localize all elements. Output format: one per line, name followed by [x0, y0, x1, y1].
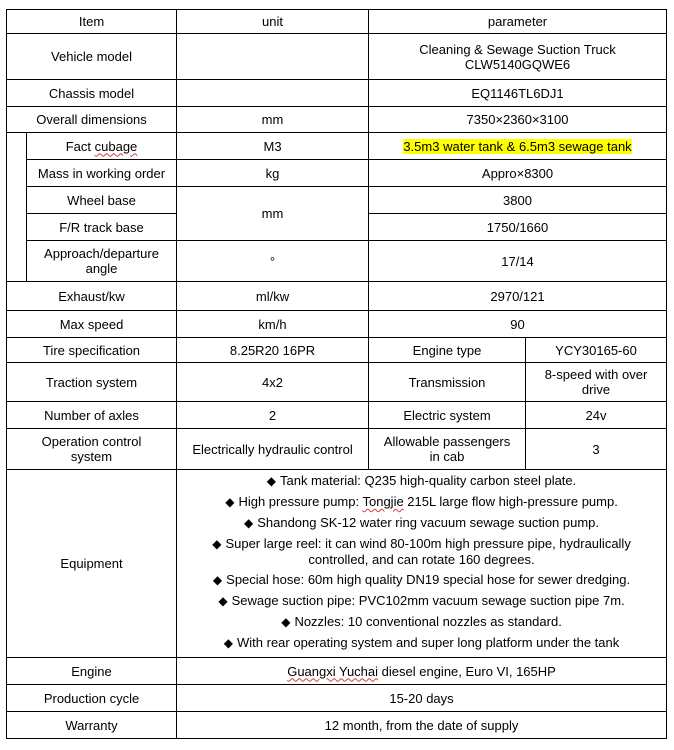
vehicle-model-value: [369, 34, 667, 80]
table-row: [7, 658, 667, 685]
table-row: [7, 80, 667, 107]
transmission-value: [526, 363, 667, 402]
engine-label: Engine: [7, 658, 177, 685]
diamond-bullet-icon: ◆: [281, 615, 291, 629]
table-row: [7, 133, 667, 160]
passengers-label: [369, 429, 526, 470]
table-row: [7, 470, 667, 658]
list-item: [181, 572, 662, 588]
production-cycle-value: 15-20 days: [177, 685, 667, 712]
equipment-reel-text: Super large reel: it can wind 80-100m high pressure pipe, hydraulically: [225, 536, 631, 551]
traction-label: Traction system: [7, 363, 177, 402]
axles-label: Number of axles: [7, 402, 177, 429]
diamond-bullet-icon: ◆: [212, 537, 222, 551]
equipment-pump-text: High pressure pump:: [238, 494, 363, 509]
table-row: [7, 282, 667, 311]
fact-cubage-label: [27, 133, 177, 160]
equipment-suction-pipe-text: Sewage suction pipe: PVC102mm vacuum sewage suction pipe 7m.: [231, 593, 625, 608]
exhaust-unit: ml/kw: [177, 282, 369, 311]
passengers-value: 3: [526, 429, 667, 470]
list-item: [181, 614, 662, 630]
track-base-label: F/R track base: [27, 214, 177, 241]
list-item: [181, 515, 662, 531]
table-row: [7, 429, 667, 470]
electric-system-value: 24v: [526, 402, 667, 429]
list-item: [181, 593, 662, 609]
mass-label: Mass in working order: [27, 160, 177, 187]
vehicle-model-value-line1: Cleaning & Sewage Suction Truck: [419, 41, 616, 57]
fact-cubage-unit: M3: [177, 133, 369, 160]
header-unit: unit: [177, 10, 369, 34]
operation-label-line2: system: [70, 449, 113, 464]
fact-cubage-label-underlined: cubage: [94, 138, 138, 154]
list-item: [181, 494, 662, 510]
table-row: [7, 363, 667, 402]
table-row: [7, 311, 667, 338]
table-row: [7, 187, 667, 214]
overall-dimensions-label: Overall dimensions: [7, 107, 177, 133]
operation-value: Electrically hydraulic control: [177, 429, 369, 470]
chassis-model-value: EQ1146TL6DJ1: [369, 80, 667, 107]
diamond-bullet-icon: ◆: [225, 495, 235, 509]
fact-cubage-value: [369, 133, 667, 160]
approach-label: [27, 241, 177, 282]
warranty-value: 12 month, from the date of supply: [177, 712, 667, 739]
equipment-tank-text: Tank material: Q235 high-quality carbon steel plate.: [279, 473, 577, 488]
table-row: [7, 107, 667, 133]
diamond-bullet-icon: ◆: [218, 594, 228, 608]
table-row: [7, 712, 667, 739]
engine-value-text: diesel engine, Euro VI, 165HP: [378, 663, 556, 679]
vehicle-model-unit: [177, 34, 369, 80]
wheel-base-label: Wheel base: [27, 187, 177, 214]
table-row: [7, 338, 667, 363]
equipment-hose-text: Special hose: 60m high quality DN19 special hose for sewer dredging.: [226, 572, 631, 587]
table-row: [7, 241, 667, 282]
header-item: Item: [7, 10, 177, 34]
engine-type-value: YCY30165-60: [526, 338, 667, 363]
overall-dimensions-value: 7350×2360×3100: [369, 107, 667, 133]
production-cycle-label: Production cycle: [7, 685, 177, 712]
equipment-list: [181, 473, 662, 651]
list-item: [181, 473, 662, 489]
wheel-base-value: 3800: [369, 187, 667, 214]
vehicle-model-value-line2: CLW5140GQWE6: [464, 56, 571, 72]
transmission-value-line2: drive: [581, 382, 611, 397]
exhaust-label: Exhaust/kw: [7, 282, 177, 311]
engine-value: [177, 658, 667, 685]
exhaust-value: 2970/121: [369, 282, 667, 311]
tire-value: 8.25R20 16PR: [177, 338, 369, 363]
passengers-label-line2: in cab: [429, 449, 465, 464]
table-row: [7, 685, 667, 712]
equipment-nozzles-text: Nozzles: 10 conventional nozzles as standard.: [294, 614, 562, 629]
equipment-reel-text-line2: controlled, and can rotate 160 degrees.: [308, 552, 535, 567]
equipment-pump-brand: Tongjie: [362, 494, 404, 509]
equipment-label: Equipment: [7, 470, 177, 658]
diamond-bullet-icon: ◆: [243, 516, 254, 530]
approach-label-line2: angle: [85, 261, 118, 276]
max-speed-unit: km/h: [177, 311, 369, 338]
overall-dimensions-unit: mm: [177, 107, 369, 133]
track-base-value: 1750/1660: [369, 214, 667, 241]
mass-unit: kg: [177, 160, 369, 187]
equipment-platform-text: With rear operating system and super long platform under the tank: [237, 635, 620, 650]
indent-cell: [7, 133, 27, 282]
table-row: [7, 10, 667, 34]
engine-type-label: Engine type: [369, 338, 526, 363]
tire-label: Tire specification: [7, 338, 177, 363]
table-row: [7, 34, 667, 80]
traction-value: 4x2: [177, 363, 369, 402]
diamond-bullet-icon: ◆: [212, 573, 223, 587]
mass-value: Appro×8300: [369, 160, 667, 187]
chassis-model-unit: [177, 80, 369, 107]
equipment-list-cell: [177, 470, 667, 658]
engine-brand: Guangxi Yuchai: [287, 663, 379, 679]
table-row: [7, 402, 667, 429]
diamond-bullet-icon: ◆: [223, 636, 233, 650]
specification-table: [6, 9, 667, 739]
axles-value: 2: [177, 402, 369, 429]
diamond-bullet-icon: ◆: [266, 474, 276, 488]
approach-label-line1: Approach/departure: [44, 246, 159, 261]
electric-system-label: Electric system: [369, 402, 526, 429]
max-speed-label: Max speed: [7, 311, 177, 338]
transmission-label: Transmission: [369, 363, 526, 402]
transmission-value-line1: 8-speed with over: [544, 367, 648, 382]
max-speed-value: 90: [369, 311, 667, 338]
operation-label: [7, 429, 177, 470]
list-item: [181, 536, 662, 567]
operation-label-line1: Operation control: [41, 434, 142, 449]
fact-cubage-label-text: Fact: [65, 138, 95, 154]
header-parameter: parameter: [369, 10, 667, 34]
vehicle-model-label: Vehicle model: [7, 34, 177, 80]
wheel-base-unit: mm: [177, 187, 369, 241]
approach-unit: °: [177, 241, 369, 282]
list-item: [181, 635, 662, 651]
table-row: [7, 160, 667, 187]
passengers-label-line1: Allowable passengers: [383, 434, 511, 449]
fact-cubage-highlight: 3.5m3 water tank & 6.5m3 sewage tank: [403, 138, 632, 154]
warranty-label: Warranty: [7, 712, 177, 739]
equipment-vacuum-text: Shandong SK-12 water ring vacuum sewage suction pump.: [257, 515, 600, 530]
equipment-pump-text-end: 215L large flow high-pressure pump.: [403, 494, 618, 509]
approach-value: 17/14: [369, 241, 667, 282]
chassis-model-label: Chassis model: [7, 80, 177, 107]
